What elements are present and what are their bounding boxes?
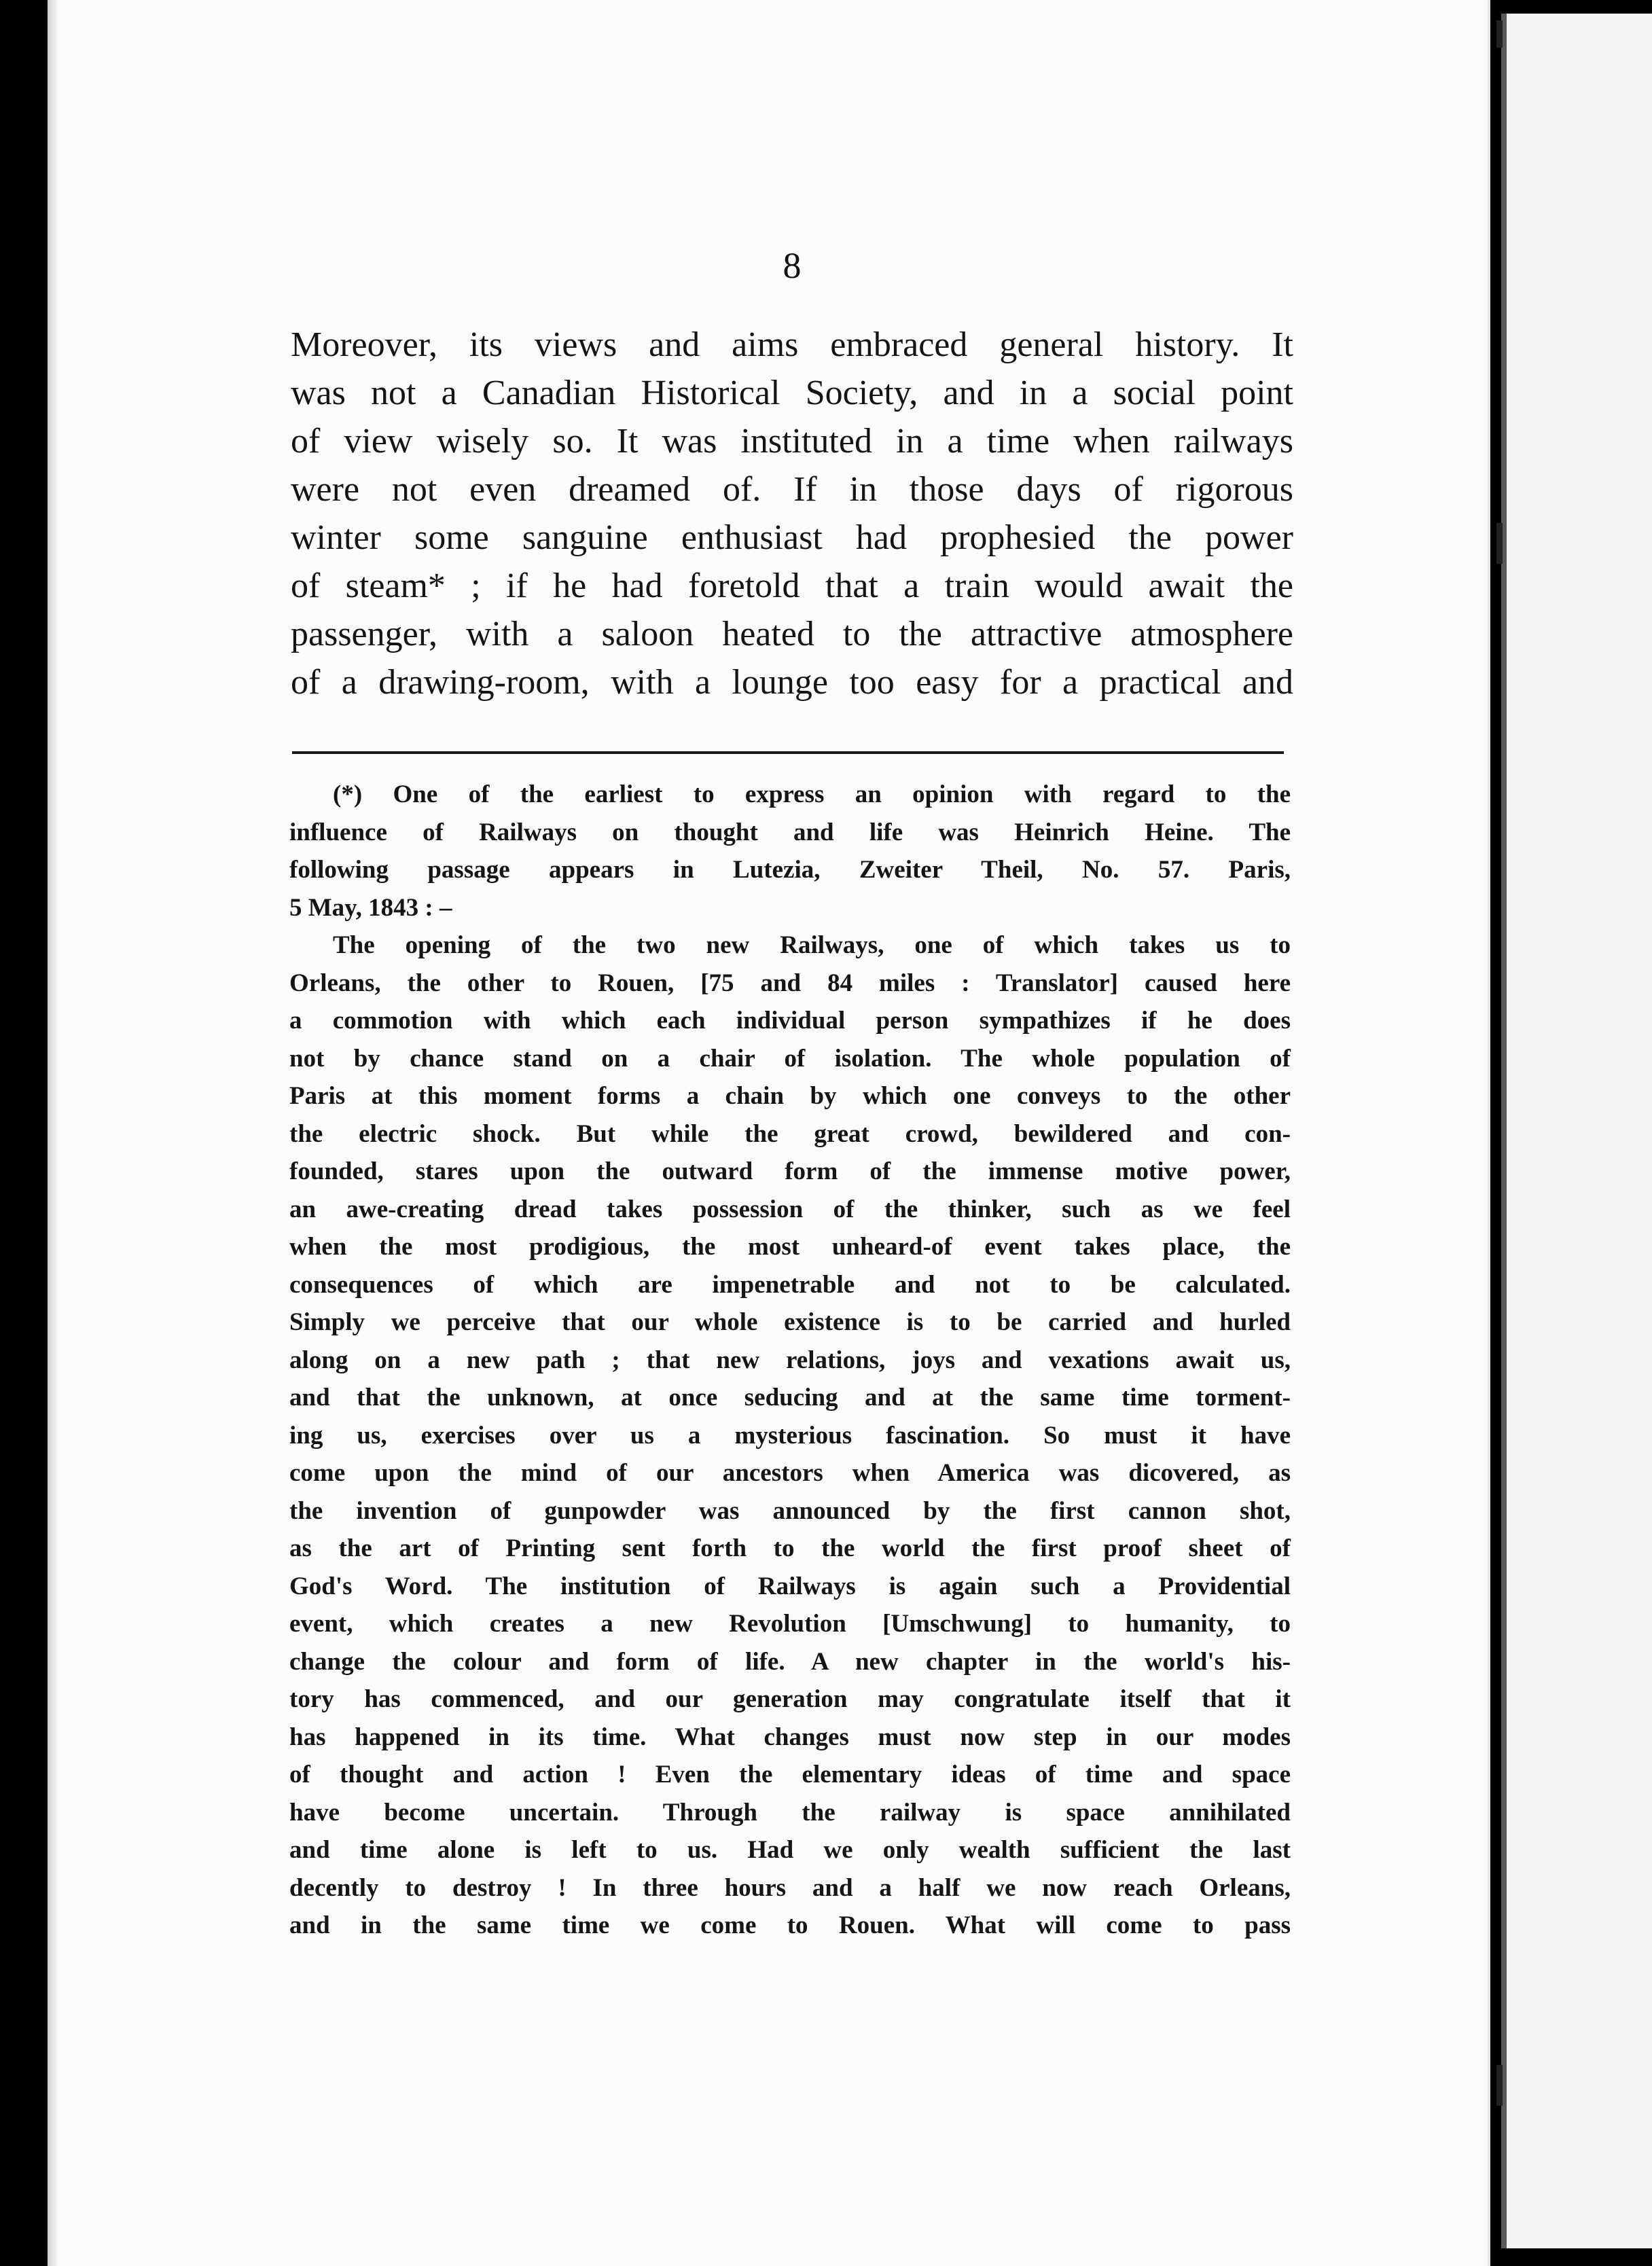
body-line: Moreover, its views and aims embraced general history. It xyxy=(291,325,1293,364)
quote-line: ing us, exercises over us a mysterious fascination. So must it have xyxy=(289,1421,1291,1450)
body-line: was not a Canadian Historical Society, and in a social point xyxy=(291,374,1293,412)
gutter-mark xyxy=(1496,20,1503,48)
page-number: 8 xyxy=(783,245,802,286)
quote-line: an awe-creating dread takes possession of the thinker, such as we feel xyxy=(289,1195,1291,1223)
quote-line: decently to destroy ! In three hours and a half we now reach Orleans, xyxy=(289,1873,1291,1902)
body-line: were not even dreamed of. If in those days of rigorous xyxy=(291,470,1293,509)
quote-line: and in the same time we come to Rouen. What will come to pass xyxy=(289,1911,1291,1939)
body-paragraph xyxy=(291,321,1293,706)
body-line: of steam* ; if he had foretold that a train would await the xyxy=(291,566,1293,605)
body-line: passenger, with a saloon heated to the attractive atmosphere xyxy=(291,615,1293,653)
footnote-line: following passage appears in Lutezia, Zweiter Theil, No. 57. Paris, xyxy=(289,856,1291,884)
quote-line: a commotion with which each individual person sympathizes if he does xyxy=(289,1007,1291,1035)
quote-line: not by chance stand on a chair of isolation. The whole population of xyxy=(289,1044,1291,1073)
quote-line: of thought and action ! Even the elementary ideas of time and space xyxy=(289,1761,1291,1788)
quote-line: God's Word. The institution of Railways is again such a Providential xyxy=(289,1572,1291,1600)
body-line: of a drawing-room, with a lounge too easy for a practical and xyxy=(291,663,1293,702)
quote-line: when the most prodigious, the most unheard-of event takes place, the xyxy=(289,1233,1291,1261)
quote-line: founded, stares upon the outward form of the immense motive power, xyxy=(289,1157,1291,1185)
footnote-line: 5 May, 1843 : – xyxy=(289,893,452,922)
quote-line: Orleans, the other to Rouen, [75 and 84 miles : Translator] caused here xyxy=(289,969,1291,997)
quote-line: and that the unknown, at once seducing and at the same time torment- xyxy=(289,1384,1291,1411)
gutter-mark xyxy=(1496,523,1503,564)
quote-line: has happened in its time. What changes must now step in our modes xyxy=(289,1723,1291,1751)
body-line: of view wisely so. It was instituted in a time when railways xyxy=(291,422,1293,461)
quote-line: change the colour and form of life. A new chapter in the world's his- xyxy=(289,1647,1291,1676)
quote-line: the invention of gunpowder was announced by the first cannon shot, xyxy=(289,1496,1291,1525)
quote-line: come upon the mind of our ancestors when America was dicovered, as xyxy=(289,1459,1291,1487)
quote-line: event, which creates a new Revolution [Umschwung] to humanity, to xyxy=(289,1610,1291,1638)
adjacent-page-edge xyxy=(1501,14,1652,2248)
body-line: winter some sanguine enthusiast had prophesied the power xyxy=(291,518,1293,557)
quote-line: have become uncertain. Through the railway is space annihilated xyxy=(289,1798,1291,1827)
quote-line: tory has commenced, and our generation may congratulate itself that it xyxy=(289,1685,1291,1713)
footnote-quote xyxy=(289,927,1291,1945)
footnote xyxy=(289,776,1291,1945)
quote-line: as the art of Printing sent forth to the world the first proof sheet of xyxy=(289,1534,1291,1562)
page-left-edge xyxy=(48,0,57,2266)
quote-line: the electric shock. But while the great crowd, bewildered and con- xyxy=(289,1119,1291,1148)
gutter-mark xyxy=(1496,2065,1503,2106)
quote-line: and time alone is left to us. Had we only wealth sufficient the last xyxy=(289,1836,1291,1864)
footnote-line: influence of Railways on thought and life was Heinrich Heine. The xyxy=(289,818,1291,846)
footnote-line: (*) One of the earliest to express an opinion with regard to the xyxy=(333,780,1291,808)
quote-line: along on a new path ; that new relations, joys and vexations await us, xyxy=(289,1346,1291,1374)
footnote-divider xyxy=(292,751,1284,754)
quote-line: Paris at this moment forms a chain by which one conveys to the other xyxy=(289,1082,1291,1110)
quote-line: Simply we perceive that our whole existence is to be carried and hurled xyxy=(289,1308,1291,1336)
footnote-intro xyxy=(289,776,1291,927)
quote-line: consequences of which are impenetrable and not to be calculated. xyxy=(289,1270,1291,1299)
quote-line: The opening of the two new Railways, one of which takes us to xyxy=(333,931,1291,959)
